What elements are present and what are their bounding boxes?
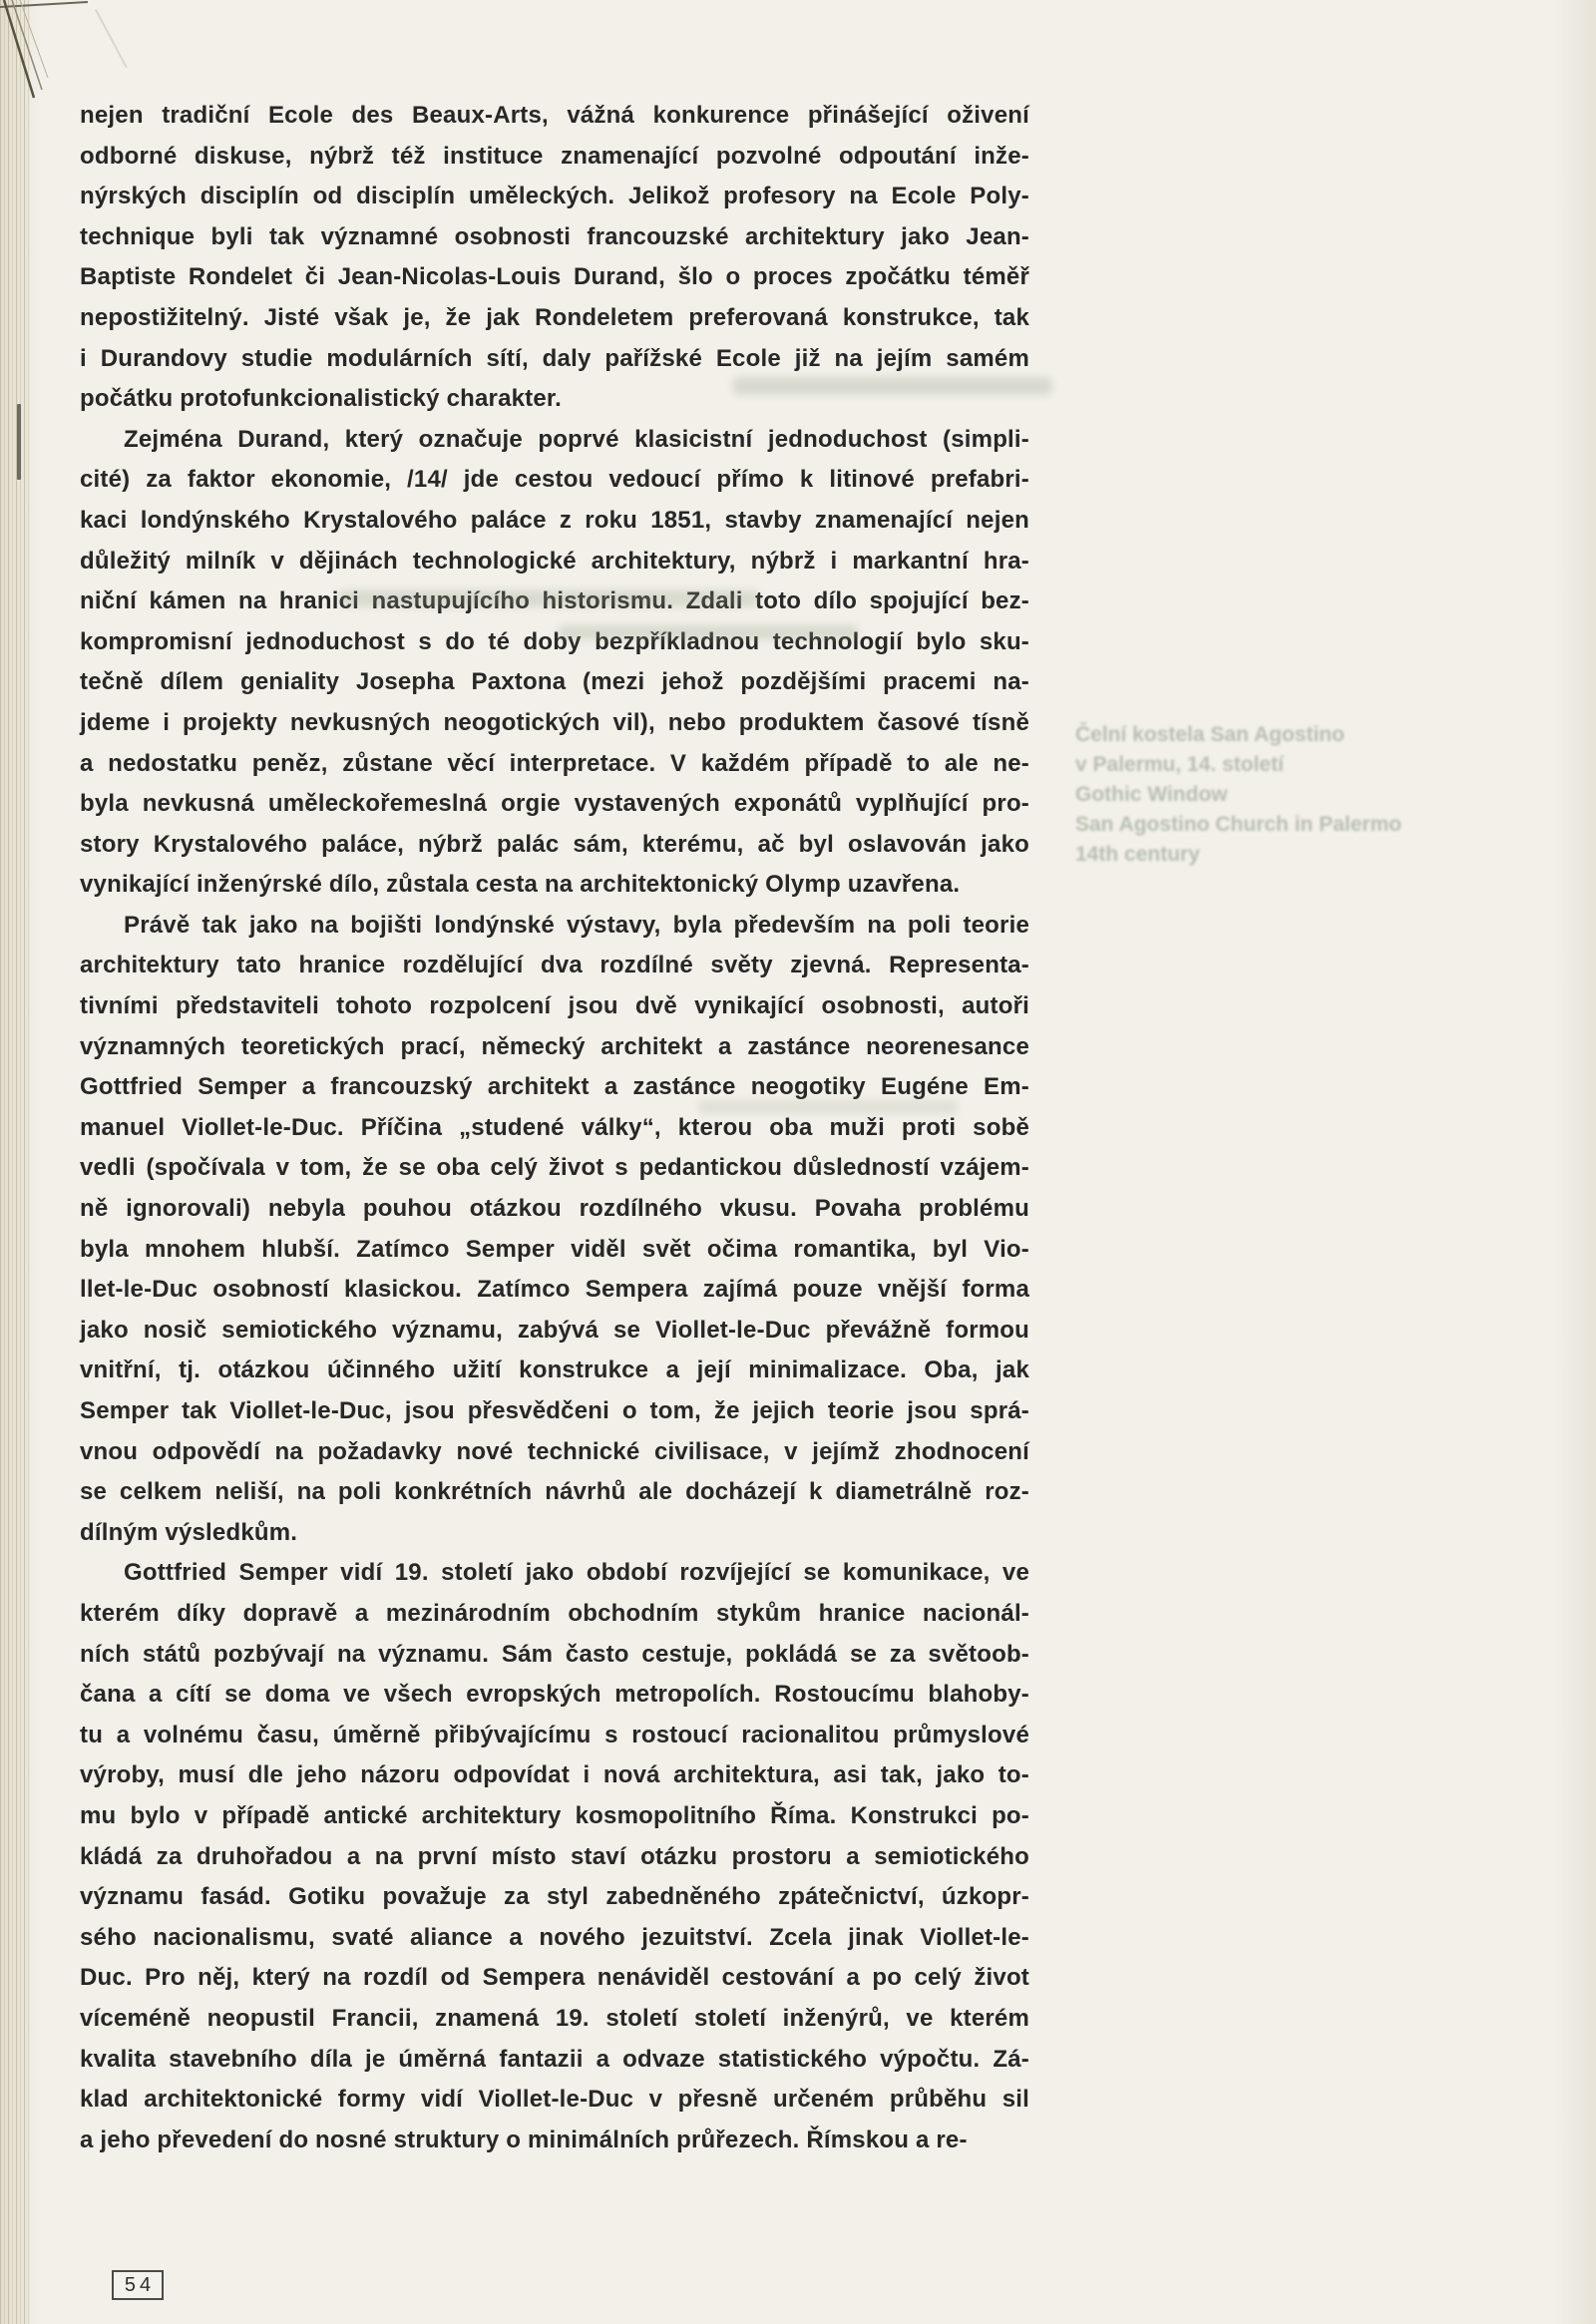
paragraph (80, 1553, 1029, 2160)
text-line: jako nosič semiotického významu, zabývá se Viollet-le-Duc převážně formou (80, 1316, 1029, 1344)
text-line: ně ignorovali) nebyla pouhou otázkou rozdílného vkusu. Povaha problému (80, 1195, 1029, 1223)
page-number-box (112, 2270, 164, 2300)
text-line: Gottfried Semper a francouzský architekt a zastánce neogotiky Eugéne Em- (80, 1073, 1029, 1101)
text-line: kterém díky dopravě a mezinárodním obchodním stykům hranice nacionál- (80, 1599, 1029, 1627)
text-line: jdeme i projekty nevkusných neogotických vil), nebo produktem časové tísně (80, 708, 1029, 736)
text-line: vnitřní, tj. otázkou účinného užití konstrukce a její minimalizace. Oba, jak (80, 1356, 1029, 1384)
text-line: nejen tradiční Ecole des Beaux-Arts, vážná konkurence přinášející oživení (80, 102, 1029, 129)
text-line: technique byli tak významné osobnosti francouzské architektury jako Jean- (80, 222, 1029, 250)
text-line: vnou odpovědí na požadavky nové technické civilisace, v jejímž zhodnocení (80, 1437, 1029, 1465)
text-line: byla mnohem hlubší. Zatímco Semper viděl svět očima romantika, byl Vio- (80, 1235, 1029, 1263)
page-edge-tick-artifact (17, 404, 21, 480)
text-line: manuel Viollet-le-Duc. Příčina „studené války“, kterou oba muži proti sobě (80, 1113, 1029, 1141)
text-line: Semper tak Viollet-le-Duc, jsou přesvědčeni o tom, že jejich teorie jsou sprá- (80, 1397, 1029, 1424)
text-line: výroby, musí dle jeho názoru odpovídat i nová architektura, asi tak, jako to- (80, 1761, 1029, 1789)
text-line: významných teoretických prací, německý architekt a zastánce neorenesance (80, 1032, 1029, 1060)
paragraph (80, 906, 1029, 1554)
body-text-column (80, 96, 1029, 2160)
text-line: kompromisní jednoduchost s do té doby bezpříkladnou technologií bylo sku- (80, 627, 1029, 655)
text-line: Gottfried Semper vidí 19. století jako období rozvíjející se komunikace, ve (124, 1559, 1029, 1587)
text-line: tu a volnému času, úměrně přibývajícímu s rostoucí racionalitou průmyslové (80, 1721, 1029, 1748)
text-line: nepostižitelný. Jisté však je, že jak Rondeletem preferovaná konstrukce, tak (80, 303, 1029, 331)
text-line: Zejména Durand, který označuje poprvé klasicistní jednoduchost (simpli- (124, 425, 1029, 453)
text-line: nýrských disciplín od disciplín uměleckých. Jelikož profesory na Ecole Poly- (80, 183, 1029, 210)
text-line: se celkem neliší, na poli konkrétních návrhů ale docházejí k diametrálně roz- (80, 1478, 1029, 1506)
paragraph (80, 96, 1029, 420)
bleedthrough-caption-line: Gothic Window (1075, 783, 1228, 806)
paragraph (80, 420, 1029, 906)
text-line: a nedostatku peněz, zůstane věcí interpretace. V každém případě to ale ne- (80, 749, 1029, 777)
text-line: niční kámen na hranici nastupujícího historismu. Zdali toto dílo spojující bez- (80, 587, 1029, 615)
bleedthrough-caption (1075, 720, 1404, 870)
text-line: vynikající inženýrské dílo, zůstala cesta na architektonický Olymp uzavřena. (80, 871, 961, 899)
text-line: mu bylo v případě antické architektury kosmopolitního Říma. Konstrukci po- (80, 1801, 1029, 1829)
bleedthrough-caption-line: Čelní kostela San Agostino (1075, 723, 1345, 746)
page-edge-shade (0, 0, 46, 2324)
text-line: Právě tak jako na bojišti londýnské výstavy, byla především na poli teorie (124, 911, 1029, 939)
text-line: cité) za faktor ekonomie, /14/ jde cestou vedoucí přímo k litinové prefabri- (80, 466, 1029, 494)
text-line: tečně dílem geniality Josepha Paxtona (mezi jehož pozdějšími pracemi na- (80, 668, 1029, 696)
text-line: víceméně neopustil Francii, znamená 19. století století inženýrů, ve kterém (80, 2004, 1029, 2032)
text-line: čana a cítí se doma ve všech evropských metropolích. Rostoucímu blahoby- (80, 1681, 1029, 1709)
text-line: i Durandovy studie modulárních sítí, daly pařížské Ecole již na jejím samém (80, 344, 1029, 372)
text-line: kaci londýnského Krystalového paláce z roku 1851, stavby znamenající nejen (80, 506, 1029, 534)
text-line: architektury tato hranice rozdělující dva rozdílné světy zjevná. Representa- (80, 952, 1029, 979)
text-line: a jeho převedení do nosné struktury o minimálních průřezech. Římskou a re- (80, 2126, 968, 2153)
page-right-shade (1552, 0, 1596, 2324)
text-line: důležitý milník v dějinách technologické architektury, nýbrž i markantní hra- (80, 547, 1029, 575)
text-line: dílným výsledkům. (80, 1518, 298, 1546)
text-line: byla nevkusná uměleckořemeslná orgie vystavených exponátů vyplňující pro- (80, 790, 1029, 818)
text-line: Duc. Pro něj, který na rozdíl od Sempera nenáviděl cestování a po celý život (80, 1964, 1029, 1992)
text-line: tivními představiteli tohoto rozpolcení jsou dvě vynikající osobnosti, autoři (80, 992, 1029, 1020)
text-line: ních států pozbývají na významu. Sám často cestuje, pokládá se za světoob- (80, 1640, 1029, 1668)
text-line: odborné diskuse, nýbrž též instituce znamenající pozvolné odpoutání inže- (80, 142, 1029, 170)
text-line: llet-le-Duc osobností klasickou. Zatímco Sempera zajímá pouze vnější forma (80, 1276, 1029, 1304)
text-line: story Krystalového paláce, nýbrž palác sám, kterému, ač byl oslavován jako (80, 830, 1029, 858)
text-line: Baptiste Rondelet či Jean-Nicolas-Louis Durand, šlo o proces zpočátku téměř (80, 263, 1029, 291)
text-line: významu fasád. Gotiku považuje za styl zabedněného zpátečnictví, úzkopr- (80, 1883, 1029, 1911)
text-line: kvalita stavebního díla je úměrná fantazii a odvaze statistického výpočtu. Zá- (80, 2045, 1029, 2073)
text-line: vedli (spočívala v tom, že se oba celý život s pedantickou důsledností vzájem- (80, 1154, 1029, 1182)
text-line: klad architektonické formy vidí Viollet-le-Duc v přesně určeném průběhu sil (80, 2086, 1029, 2114)
text-line: počátku protofunkcionalistický charakter. (80, 385, 563, 413)
bleedthrough-caption-line: 14th century (1075, 843, 1200, 866)
bleedthrough-caption-line: v Palermu, 14. století (1075, 753, 1284, 776)
bleedthrough-caption-line: San Agostino Church in Palermo (1075, 813, 1402, 836)
text-line: kládá za druhořadou a na první místo staví otázku prostoru a semiotického (80, 1842, 1029, 1870)
page-number: 54 (124, 2273, 156, 2296)
text-line: sého nacionalismu, svaté aliance a nového jezuitství. Zcela jinak Viollet-le- (80, 1923, 1029, 1951)
